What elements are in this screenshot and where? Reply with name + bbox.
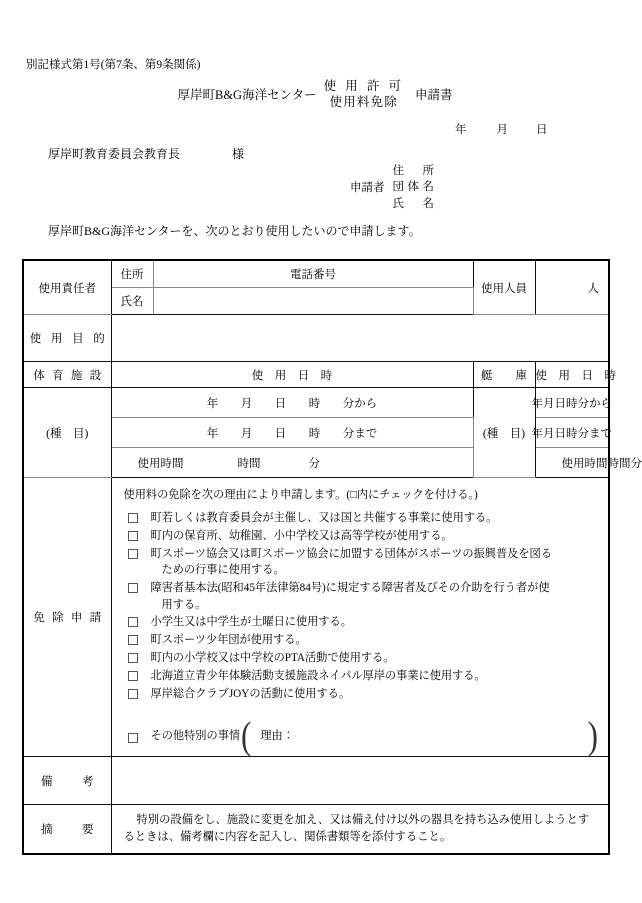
summary-text: 特別の設備をし、施設に変更を加え、又は備え付け以外の器具を持ち込み使用しようとするときは、備考欄に内容を記入し、関係書類等を添付すること。 xyxy=(123,814,590,844)
boathouse-from-year: 年 xyxy=(531,397,543,410)
left-parenthesis-icon: ( xyxy=(241,713,252,758)
boathouse-label: 艇 庫 xyxy=(481,369,527,382)
list-item[interactable] xyxy=(124,580,599,613)
gym-to-hour: 時 xyxy=(308,427,321,440)
form-number: 別記様式第1号(第7条、第9条関係) xyxy=(26,59,201,71)
responsible-label: 使用責任者 xyxy=(38,282,96,295)
gym-from-suffix: 分から xyxy=(342,397,378,410)
title-permit-line: 使 用 許 可 xyxy=(323,79,404,93)
right-parenthesis-icon: ) xyxy=(587,713,598,758)
exemption-intro: 使用料の免除を次の理由により申請します。(□内にチェックを付ける。) xyxy=(123,489,478,501)
applicant-name-label: 氏 名 xyxy=(392,197,438,210)
cell-gym-label xyxy=(23,362,111,388)
exemption-item-text: 厚岸総合クラブJOYの活動に使用する。 xyxy=(150,687,351,700)
people-unit-label: 人 xyxy=(587,282,599,295)
cell-address-label xyxy=(111,260,153,288)
table-row xyxy=(23,478,609,757)
table-row xyxy=(23,757,609,805)
exemption-item-line2: ための行事に使用する。 xyxy=(161,564,285,577)
checkbox-icon[interactable] xyxy=(128,653,138,663)
checkbox-icon[interactable] xyxy=(128,635,138,645)
exemption-item-text: 町内の小学校又は中学校のPTA活動で使用する。 xyxy=(150,652,395,665)
gym-to-line xyxy=(112,425,473,441)
boathouse-to-month: 月 xyxy=(543,427,555,440)
cell-boathouse-duration[interactable] xyxy=(535,448,642,478)
applicant-fields xyxy=(393,163,438,212)
cell-remarks-label xyxy=(23,757,111,805)
cell-responsible-label xyxy=(23,260,111,315)
boathouse-to-year: 年 xyxy=(531,427,543,440)
application-table xyxy=(22,259,642,855)
gym-from-hour: 時 xyxy=(308,397,321,410)
addressee-name: 厚岸町教育委員会教育長 xyxy=(48,147,181,161)
boathouse-duration-label: 使用時間 xyxy=(561,457,608,470)
gym-duration-line xyxy=(112,455,473,471)
cell-remarks-value[interactable] xyxy=(111,757,609,805)
title-facility-name: 厚岸町B&G海洋センター xyxy=(177,88,317,102)
exemption-item-text: 町内の保育所、幼稚園、小中学校又は高等学校が使用する。 xyxy=(150,530,453,543)
title-permit-stack xyxy=(324,78,404,110)
applicant-label: 申請者 xyxy=(350,182,385,195)
exemption-item-text: 町若しくは教育委員会が主催し、又は国と共催する事業に使用する。 xyxy=(150,512,498,525)
boathouse-from-day: 日 xyxy=(554,397,566,410)
boathouse-from-suffix: 分から xyxy=(577,397,612,410)
cell-gym-from[interactable] xyxy=(111,388,473,418)
list-item[interactable] xyxy=(124,510,599,526)
exemption-item-text: 北海道立青少年体験活動支援施設ネイパル厚岸の事業に使用する。 xyxy=(150,669,486,682)
checkbox-icon[interactable] xyxy=(128,531,138,541)
applicant-address-label: 住 所 xyxy=(392,165,438,177)
gym-from-line xyxy=(112,395,473,411)
boathouse-to-suffix: 分まで xyxy=(577,427,612,440)
gym-datetime-header: 使 用 日 時 xyxy=(251,369,333,382)
list-item[interactable] xyxy=(124,668,599,684)
checkbox-icon[interactable] xyxy=(128,549,138,559)
gym-to-suffix: 分まで xyxy=(342,427,378,440)
boathouse-to-day: 日 xyxy=(554,427,566,440)
checkbox-icon[interactable] xyxy=(128,733,138,743)
table-row xyxy=(23,362,609,388)
cell-gym-duration[interactable] xyxy=(111,448,473,478)
list-item[interactable] xyxy=(124,528,599,544)
list-item[interactable] xyxy=(124,614,599,630)
boathouse-to-hour: 時 xyxy=(566,427,578,440)
address-label: 住所 xyxy=(120,269,144,281)
gym-duration-label: 使用時間 xyxy=(137,457,184,470)
people-label: 使用人員 xyxy=(481,282,527,295)
applicant-block xyxy=(350,163,438,212)
cell-people-label xyxy=(473,260,535,315)
cell-gym-datetime-header xyxy=(111,362,473,388)
boathouse-duration-min: 分 xyxy=(630,457,642,470)
checkbox-icon[interactable] xyxy=(128,513,138,523)
cell-boathouse-from[interactable] xyxy=(531,388,612,418)
document-title xyxy=(0,78,630,110)
exemption-other-row[interactable] xyxy=(124,713,599,758)
table-row xyxy=(23,315,609,362)
list-item[interactable] xyxy=(124,546,599,579)
boathouse-from-month: 月 xyxy=(543,397,555,410)
cell-boathouse-to[interactable] xyxy=(531,418,612,448)
date-month-label: 月 xyxy=(496,124,508,136)
boathouse-category-label: (種 目) xyxy=(482,427,526,440)
cell-exemption-body xyxy=(111,478,609,757)
gym-label: 体 育 施 設 xyxy=(33,369,104,382)
list-item[interactable] xyxy=(124,686,599,702)
summary-label: 摘 要 xyxy=(40,824,96,837)
addressee-line xyxy=(48,145,244,162)
summary-body xyxy=(112,805,609,853)
cell-exemption-label xyxy=(23,478,111,757)
gym-category-label: (種 目) xyxy=(46,427,89,440)
applicant-group-label: 団体名 xyxy=(392,181,438,194)
list-item[interactable] xyxy=(124,650,599,666)
exemption-other-label: その他特別の事情 xyxy=(150,730,241,743)
exemption-checkbox-list xyxy=(124,510,599,758)
exemption-item-line2: 用する。 xyxy=(161,598,207,611)
name-label: 氏名 xyxy=(120,296,144,308)
exemption-item-text: 町スポーツ少年団が使用する。 xyxy=(150,634,307,647)
title-application-suffix: 申請書 xyxy=(414,88,453,102)
date-day-label: 日 xyxy=(536,124,548,136)
boathouse-to-line xyxy=(531,425,612,441)
cell-boathouse-category[interactable] xyxy=(473,388,535,478)
exemption-item-text xyxy=(151,580,599,613)
table-row xyxy=(23,805,609,854)
title-exemption-line: 使用料免除 xyxy=(329,95,399,109)
gym-to-year: 年 xyxy=(206,427,219,440)
reason-field-wrapper[interactable] xyxy=(241,713,598,758)
cell-purpose-label xyxy=(23,315,111,362)
gym-from-month: 月 xyxy=(240,397,253,410)
cell-gym-to[interactable] xyxy=(111,418,473,448)
gym-to-day: 日 xyxy=(274,427,287,440)
gym-duration-min: 分 xyxy=(308,457,320,470)
gym-from-day: 日 xyxy=(274,397,287,410)
boathouse-datetime-header: 使 用 日 時 xyxy=(535,369,616,382)
cell-name-value[interactable] xyxy=(153,288,473,315)
exemption-item-line1: 町スポーツ協会又は町スポーツ協会に加盟する団体がスポーツの振興普及を図る xyxy=(150,548,552,561)
intro-sentence: 厚岸町B&G海洋センターを、次のとおり使用したいので申請します。 xyxy=(48,224,421,238)
checkbox-icon[interactable] xyxy=(128,583,138,593)
gym-from-year: 年 xyxy=(206,397,219,410)
date-year-label: 年 xyxy=(455,124,467,136)
reason-label: 理由： xyxy=(260,730,294,743)
boathouse-from-hour: 時 xyxy=(566,397,578,410)
gym-duration-hour: 時間 xyxy=(237,457,261,470)
cell-boathouse-datetime-header xyxy=(535,362,616,388)
exemption-item-text xyxy=(151,546,599,579)
cell-phone-label[interactable] xyxy=(153,260,473,288)
cell-boathouse-label xyxy=(473,362,535,388)
cell-name-label xyxy=(111,288,153,315)
remarks-label: 備 考 xyxy=(40,775,96,788)
cell-summary-text xyxy=(111,805,609,854)
boathouse-duration-hour: 時間 xyxy=(607,457,631,470)
table-row xyxy=(23,388,609,418)
exemption-label: 免 除 申 請 xyxy=(33,612,104,625)
cell-summary-label xyxy=(23,805,111,854)
purpose-label: 使 用 目 的 xyxy=(29,333,109,345)
addressee-honorific: 様 xyxy=(232,147,245,161)
exemption-body xyxy=(112,478,609,756)
exemption-item-text: 小学生又は中学生が土曜日に使用する。 xyxy=(150,616,352,629)
checkbox-icon[interactable] xyxy=(128,617,138,627)
boathouse-duration-line xyxy=(536,455,642,471)
gym-to-month: 月 xyxy=(240,427,253,440)
table-row xyxy=(23,260,609,288)
boathouse-from-line xyxy=(531,395,612,411)
cell-gym-category[interactable] xyxy=(23,388,111,478)
cell-purpose-value[interactable] xyxy=(111,315,609,362)
list-item[interactable] xyxy=(124,632,599,648)
checkbox-icon[interactable] xyxy=(128,689,138,699)
cell-people-value[interactable] xyxy=(535,260,609,315)
phone-label: 電話番号 xyxy=(290,269,336,281)
checkbox-icon[interactable] xyxy=(128,671,138,681)
exemption-item-line1: 障害者基本法(昭和45年法律第84号)に規定する障害者及びその介助を行う者が使 xyxy=(150,582,550,595)
date-line xyxy=(455,121,548,137)
